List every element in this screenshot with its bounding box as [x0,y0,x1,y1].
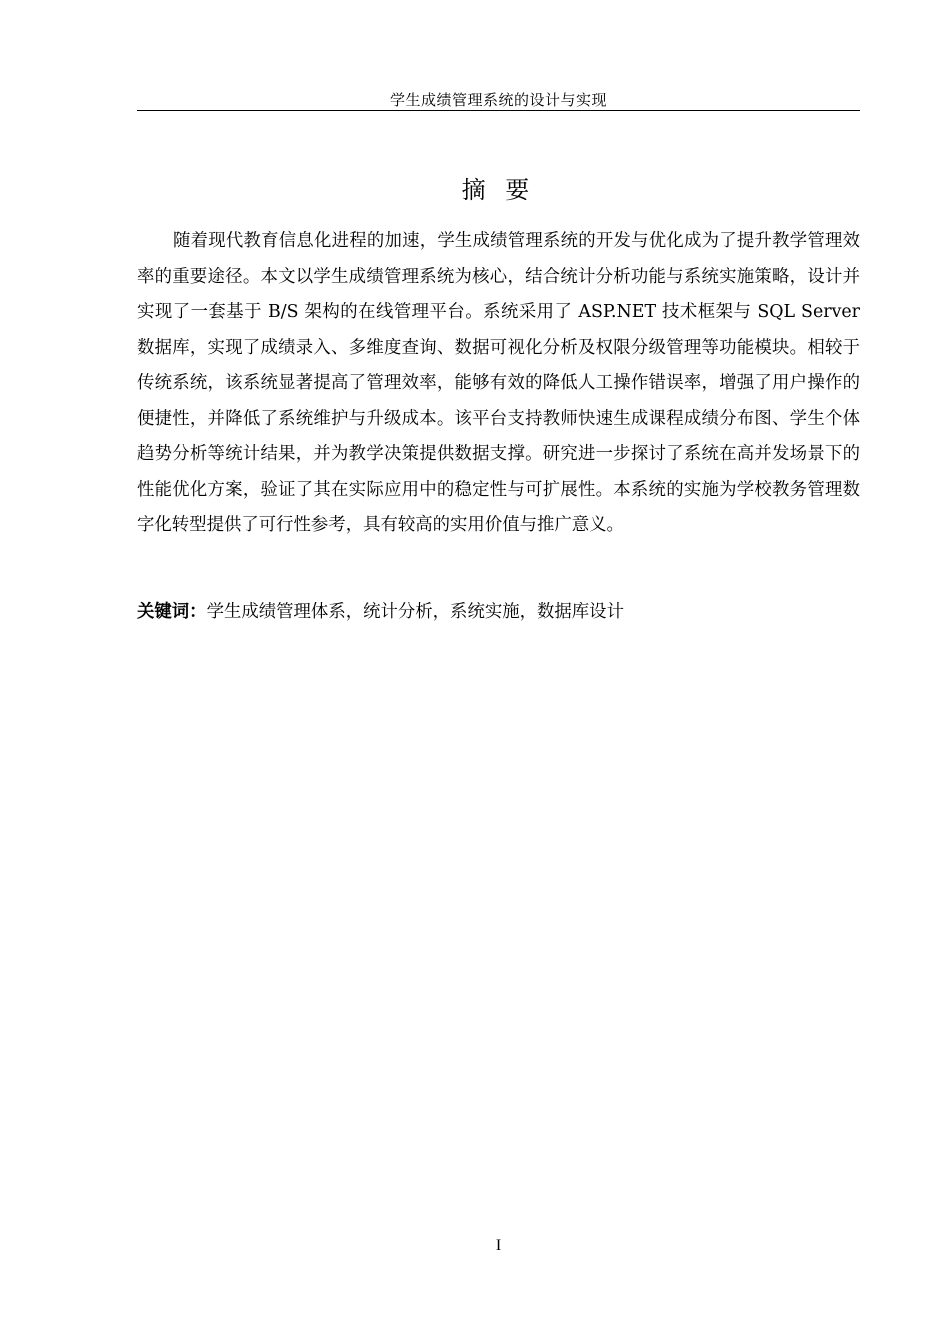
page-number: I [495,1237,502,1254]
header-rule [137,110,860,111]
keywords-text: 学生成绩管理体系，统计分析，系统实施，数据库设计 [206,602,624,622]
keywords-line [137,595,860,630]
abstract-body: 随着现代教育信息化进程的加速，学生成绩管理系统的开发与优化成为了提升教学管理效率的重要途径。本文以学生成绩管理系统为核心，结合统计分析功能与系统实施策略，设计并实现了一套基于 B/S 架构的在线管理平台。系统采用了 ASP.NET 技术框架与 SQL Server 数据库，实现了成绩录入、多维度查询、数据可视化分析及权限分级管理等功能模块。相较于传统系统，该系统显著提高了管理效率，能够有效的降低人工操作错误率，增强了用户操作的便捷性，并降低了系统维护与升级成本。该平台支持教师快速生成课程成绩分布图、学生个体趋势分析等统计结果，并为教学决策提供数据支撑。研究进一步探讨了系统在高并发场景下的性能优化方案，验证了其在实际应用中的稳定性与可扩展性。本系统的实施为学校教务管理数字化转型提供了可行性参考，具有较高的实用价值与推广意义。 [137,231,860,535]
keywords-label: 关键词： [137,602,207,622]
abstract-title: 摘 要 [461,176,536,205]
running-header: 学生成绩管理系统的设计与实现 [389,91,607,109]
